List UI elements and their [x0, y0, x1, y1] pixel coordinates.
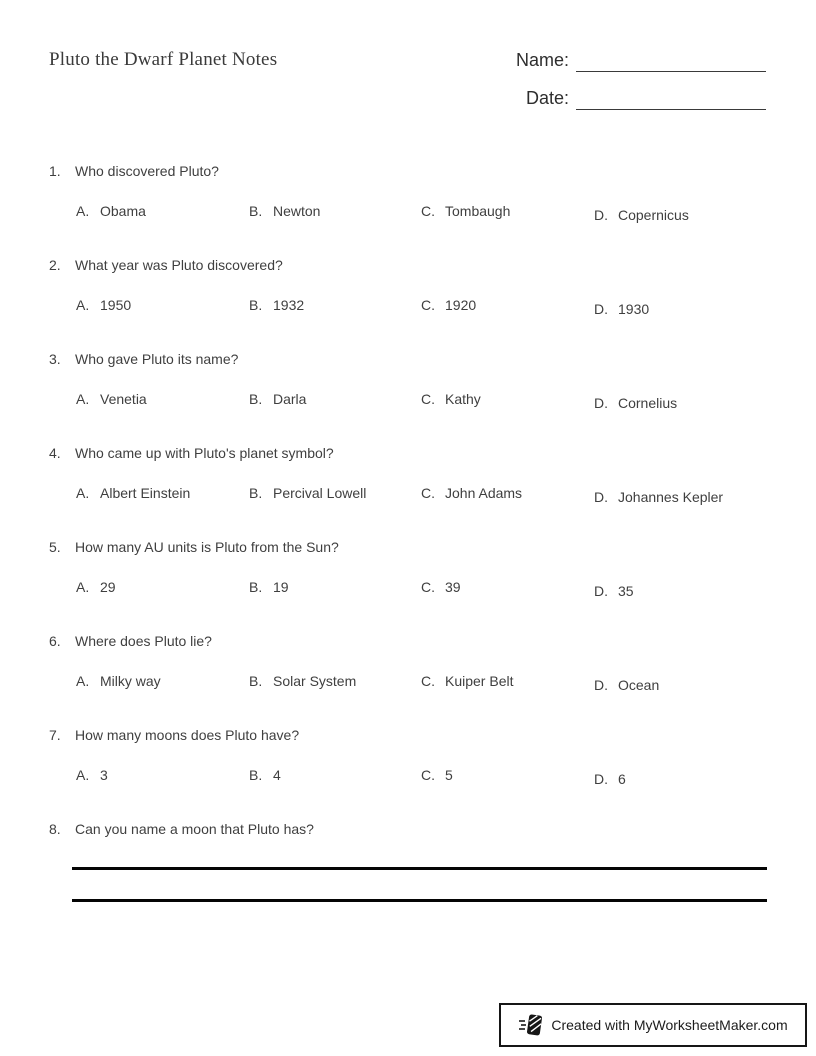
option-letter: B.	[249, 203, 263, 219]
option-text: Solar System	[273, 673, 357, 689]
option-letter: A.	[76, 673, 90, 689]
option-letter: A.	[76, 767, 90, 783]
option-text: Ocean	[618, 677, 660, 693]
option-a[interactable]	[76, 673, 161, 689]
option-letter: B.	[249, 297, 263, 313]
option-letter: C.	[421, 579, 435, 595]
question-number: 6.	[49, 633, 61, 649]
option-a[interactable]	[76, 767, 108, 783]
option-text: Kathy	[445, 391, 481, 407]
header-fields	[516, 48, 766, 124]
question-text: Can you name a moon that Pluto has?	[75, 821, 314, 837]
footer-credit-text: Created with MyWorksheetMaker.com	[551, 1017, 788, 1033]
option-c[interactable]	[421, 391, 481, 407]
name-input-line[interactable]	[576, 48, 766, 72]
option-letter: D.	[594, 489, 608, 505]
answer-line[interactable]	[72, 899, 767, 902]
option-b[interactable]	[249, 579, 289, 595]
option-c[interactable]	[421, 297, 476, 313]
option-letter: D.	[594, 395, 608, 411]
option-text: 4	[273, 767, 281, 783]
question-number: 8.	[49, 821, 61, 837]
page-title: Pluto the Dwarf Planet Notes	[49, 49, 278, 70]
option-text: John Adams	[445, 485, 523, 501]
question-text: Who came up with Pluto's planet symbol?	[75, 445, 334, 461]
question-text: Where does Pluto lie?	[75, 633, 212, 649]
option-letter: A.	[76, 203, 90, 219]
option-b[interactable]	[249, 673, 356, 689]
option-text: Cornelius	[618, 395, 678, 411]
option-letter: A.	[76, 297, 90, 313]
question-block	[0, 163, 816, 257]
option-c[interactable]	[421, 673, 513, 689]
option-letter: C.	[421, 391, 435, 407]
option-text: 1920	[445, 297, 477, 313]
option-text: 19	[273, 579, 289, 595]
option-text: 3	[100, 767, 108, 783]
option-text: 1930	[618, 301, 650, 317]
option-text: Darla	[273, 391, 307, 407]
option-b[interactable]	[249, 485, 366, 501]
footer-credit	[499, 1003, 807, 1047]
question-number: 2.	[49, 257, 61, 273]
option-text: 35	[618, 583, 634, 599]
option-a[interactable]	[76, 485, 190, 501]
option-d[interactable]	[594, 771, 626, 787]
option-text: 5	[445, 767, 453, 783]
option-text: 1950	[100, 297, 132, 313]
option-text: Kuiper Belt	[445, 673, 514, 689]
option-letter: A.	[76, 391, 90, 407]
option-letter: A.	[76, 579, 90, 595]
question-text: What year was Pluto discovered?	[75, 257, 283, 273]
date-field-row	[516, 86, 766, 110]
option-b[interactable]	[249, 297, 304, 313]
option-a[interactable]	[76, 203, 146, 219]
option-b[interactable]	[249, 767, 281, 783]
question-block	[0, 727, 816, 821]
option-letter: D.	[594, 301, 608, 317]
option-letter: B.	[249, 485, 263, 501]
option-c[interactable]	[421, 579, 461, 595]
option-c[interactable]	[421, 203, 510, 219]
question-block	[0, 351, 816, 445]
question-text: How many moons does Pluto have?	[75, 727, 300, 743]
option-letter: B.	[249, 579, 263, 595]
option-text: Johannes Kepler	[618, 489, 724, 505]
option-text: 39	[445, 579, 461, 595]
option-a[interactable]	[76, 297, 131, 313]
option-letter: B.	[249, 391, 263, 407]
question-text: How many AU units is Pluto from the Sun?	[75, 539, 339, 555]
date-label: Date:	[525, 88, 569, 108]
option-d[interactable]	[594, 583, 634, 599]
option-letter: D.	[594, 771, 608, 787]
option-letter: C.	[421, 767, 435, 783]
option-text: Copernicus	[618, 207, 689, 223]
question-number: 1.	[49, 163, 61, 179]
option-a[interactable]	[76, 391, 147, 407]
option-letter: C.	[421, 485, 435, 501]
option-b[interactable]	[249, 203, 320, 219]
question-number: 3.	[49, 351, 61, 367]
name-field-row	[516, 48, 766, 72]
option-a[interactable]	[76, 579, 116, 595]
option-d[interactable]	[594, 207, 689, 223]
answer-line[interactable]	[72, 867, 767, 870]
option-text: Albert Einstein	[100, 485, 191, 501]
question-block	[0, 445, 816, 539]
option-letter: D.	[594, 207, 608, 223]
option-text: 6	[618, 771, 626, 787]
option-text: 1932	[273, 297, 305, 313]
question-block	[0, 257, 816, 351]
option-letter: C.	[421, 203, 435, 219]
question-block	[0, 539, 816, 633]
option-c[interactable]	[421, 767, 453, 783]
option-letter: B.	[249, 767, 263, 783]
option-text: Venetia	[100, 391, 147, 407]
worksheet-maker-logo-icon	[518, 1012, 544, 1038]
option-letter: D.	[594, 583, 608, 599]
option-text: Percival Lowell	[273, 485, 367, 501]
option-c[interactable]	[421, 485, 522, 501]
question-text: Who discovered Pluto?	[75, 163, 219, 179]
date-input-line[interactable]	[576, 86, 766, 110]
option-letter: C.	[421, 673, 435, 689]
option-letter: C.	[421, 297, 435, 313]
option-text: 29	[100, 579, 116, 595]
question-number: 7.	[49, 727, 61, 743]
question-block	[0, 633, 816, 727]
option-d[interactable]	[594, 395, 677, 411]
question-block	[0, 821, 816, 915]
option-text: Tombaugh	[445, 203, 511, 219]
option-b[interactable]	[249, 391, 306, 407]
option-letter: B.	[249, 673, 263, 689]
question-number: 4.	[49, 445, 61, 461]
option-d[interactable]	[594, 489, 723, 505]
name-label: Name:	[515, 50, 569, 70]
option-letter: D.	[594, 677, 608, 693]
question-number: 5.	[49, 539, 61, 555]
option-text: Milky way	[100, 673, 161, 689]
option-d[interactable]	[594, 301, 649, 317]
option-letter: A.	[76, 485, 90, 501]
question-text: Who gave Pluto its name?	[75, 351, 239, 367]
option-d[interactable]	[594, 677, 659, 693]
option-text: Obama	[100, 203, 146, 219]
option-text: Newton	[273, 203, 321, 219]
